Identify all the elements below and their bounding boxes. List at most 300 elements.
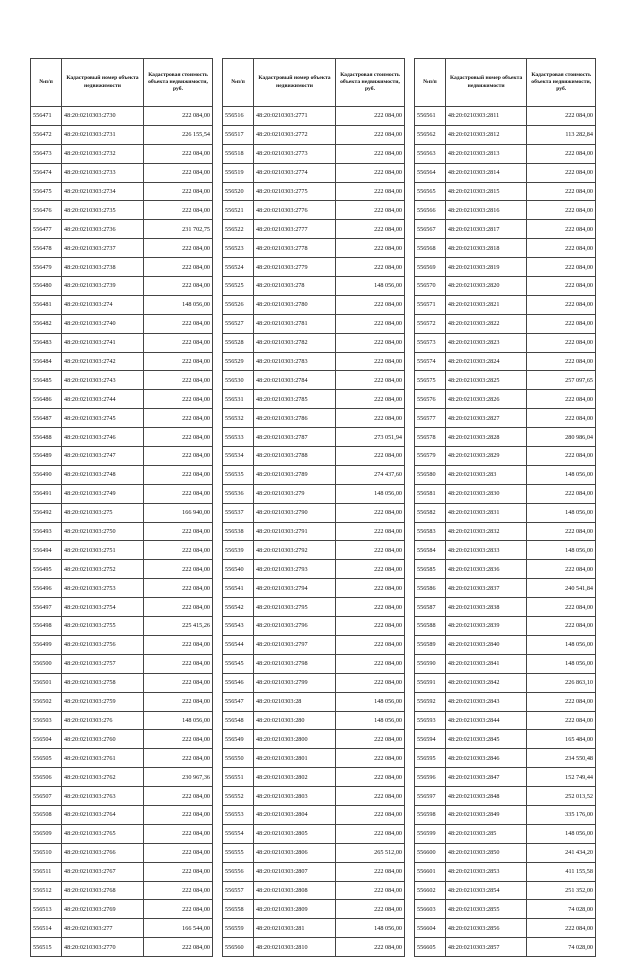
table-row xyxy=(415,617,596,636)
cadastral-cost: 222 084,00 xyxy=(336,144,405,163)
header-number: №п/п xyxy=(223,59,254,107)
cadastral-number: 48:20:0210303:2740 xyxy=(62,314,144,333)
cadastral-cost: 222 084,00 xyxy=(336,390,405,409)
cadastral-cost: 222 084,00 xyxy=(336,409,405,428)
row-number: 556600 xyxy=(415,843,446,862)
cadastral-number: 48:20:0210303:2832 xyxy=(445,522,527,541)
cadastral-number: 48:20:0210303:2732 xyxy=(62,144,144,163)
cadastral-cost: 222 084,00 xyxy=(527,919,596,938)
cadastral-number: 48:20:0210303:285 xyxy=(445,824,527,843)
cadastral-number: 48:20:0210303:2836 xyxy=(445,560,527,579)
cadastral-cost: 222 084,00 xyxy=(527,163,596,182)
cadastral-number: 48:20:0210303:2799 xyxy=(254,673,336,692)
cadastral-number: 48:20:0210303:278 xyxy=(254,277,336,296)
table-row xyxy=(223,862,405,881)
row-number: 556572 xyxy=(415,314,446,333)
table-row xyxy=(415,900,596,919)
table-row xyxy=(223,692,405,711)
cadastral-table-column-2 xyxy=(222,58,405,957)
row-number: 556580 xyxy=(415,465,446,484)
cadastral-cost: 222 084,00 xyxy=(144,333,213,352)
cadastral-number: 48:20:0210303:2750 xyxy=(62,522,144,541)
table-row xyxy=(415,125,596,144)
cadastral-number: 48:20:0210303:2791 xyxy=(254,522,336,541)
table-row xyxy=(31,787,213,806)
table-row xyxy=(31,144,213,163)
row-number: 556492 xyxy=(31,503,62,522)
cadastral-cost: 222 084,00 xyxy=(144,447,213,466)
row-number: 556482 xyxy=(31,314,62,333)
table-row xyxy=(415,541,596,560)
row-number: 556474 xyxy=(31,163,62,182)
cadastral-cost: 222 084,00 xyxy=(144,579,213,598)
cadastral-cost: 222 084,00 xyxy=(527,711,596,730)
cadastral-cost: 222 084,00 xyxy=(527,239,596,258)
table-row xyxy=(31,239,213,258)
cadastral-number: 48:20:0210303:2741 xyxy=(62,333,144,352)
cadastral-cost: 222 084,00 xyxy=(336,938,405,957)
cadastral-cost: 222 084,00 xyxy=(336,522,405,541)
cadastral-number: 48:20:0210303:2784 xyxy=(254,371,336,390)
table-row xyxy=(223,749,405,768)
cadastral-cost: 241 434,20 xyxy=(527,843,596,862)
row-number: 556514 xyxy=(31,919,62,938)
cadastral-number: 48:20:0210303:2790 xyxy=(254,503,336,522)
cadastral-number: 48:20:0210303:2816 xyxy=(445,201,527,220)
row-number: 556516 xyxy=(223,107,254,126)
row-number: 556503 xyxy=(31,711,62,730)
cadastral-cost: 222 084,00 xyxy=(144,314,213,333)
table-row xyxy=(31,541,213,560)
cadastral-cost: 222 084,00 xyxy=(144,428,213,447)
cadastral-cost: 222 084,00 xyxy=(144,522,213,541)
row-number: 556495 xyxy=(31,560,62,579)
row-number: 556552 xyxy=(223,787,254,806)
cadastral-number: 48:20:0210303:2854 xyxy=(445,881,527,900)
table-row xyxy=(415,447,596,466)
cadastral-cost: 222 084,00 xyxy=(527,352,596,371)
table-row xyxy=(223,635,405,654)
table-row xyxy=(31,352,213,371)
cadastral-number: 48:20:0210303:279 xyxy=(254,484,336,503)
cadastral-cost: 222 084,00 xyxy=(336,352,405,371)
cadastral-cost: 222 084,00 xyxy=(527,522,596,541)
table-row xyxy=(415,239,596,258)
row-number: 556537 xyxy=(223,503,254,522)
row-number: 556566 xyxy=(415,201,446,220)
cadastral-cost: 222 084,00 xyxy=(144,749,213,768)
cadastral-number: 48:20:0210303:2856 xyxy=(445,919,527,938)
row-number: 556502 xyxy=(31,692,62,711)
table-row xyxy=(31,484,213,503)
cadastral-cost: 148 056,00 xyxy=(527,635,596,654)
row-number: 556577 xyxy=(415,409,446,428)
cadastral-cost: 166 940,00 xyxy=(144,503,213,522)
table-row xyxy=(223,654,405,673)
table-row xyxy=(31,862,213,881)
cadastral-number: 48:20:0210303:2779 xyxy=(254,258,336,277)
cadastral-cost: 222 084,00 xyxy=(336,560,405,579)
cadastral-cost: 222 084,00 xyxy=(336,107,405,126)
table-row xyxy=(415,352,596,371)
table-row xyxy=(415,333,596,352)
row-number: 556590 xyxy=(415,654,446,673)
row-number: 556569 xyxy=(415,258,446,277)
header-cadastral-number: Кадастровый номер объекта недвижимости xyxy=(445,59,527,107)
cadastral-cost: 222 084,00 xyxy=(144,409,213,428)
cadastral-number: 48:20:0210303:2788 xyxy=(254,447,336,466)
cadastral-cost: 230 967,36 xyxy=(144,768,213,787)
cadastral-number: 48:20:0210303:2848 xyxy=(445,787,527,806)
cadastral-cost: 222 084,00 xyxy=(144,730,213,749)
table-row xyxy=(415,598,596,617)
row-number: 556593 xyxy=(415,711,446,730)
row-number: 556499 xyxy=(31,635,62,654)
cadastral-number: 48:20:0210303:2757 xyxy=(62,654,144,673)
table-row xyxy=(31,635,213,654)
table-row xyxy=(31,182,213,201)
cadastral-cost: 222 084,00 xyxy=(144,465,213,484)
cadastral-cost: 222 084,00 xyxy=(144,560,213,579)
table-row xyxy=(31,749,213,768)
table-row xyxy=(223,919,405,938)
cadastral-number: 48:20:0210303:2747 xyxy=(62,447,144,466)
cadastral-cost: 152 749,44 xyxy=(527,768,596,787)
cadastral-number: 48:20:0210303:2733 xyxy=(62,163,144,182)
table-row xyxy=(223,144,405,163)
cadastral-cost: 222 084,00 xyxy=(336,635,405,654)
cadastral-number: 48:20:0210303:2783 xyxy=(254,352,336,371)
table-row xyxy=(31,919,213,938)
cadastral-number: 48:20:0210303:2755 xyxy=(62,617,144,636)
cadastral-number: 48:20:0210303:283 xyxy=(445,465,527,484)
cadastral-number: 48:20:0210303:2736 xyxy=(62,220,144,239)
table-row xyxy=(223,484,405,503)
cadastral-cost: 222 084,00 xyxy=(144,352,213,371)
row-number: 556556 xyxy=(223,862,254,881)
row-number: 556483 xyxy=(31,333,62,352)
cadastral-number: 48:20:0210303:2730 xyxy=(62,107,144,126)
cadastral-cost: 222 084,00 xyxy=(336,598,405,617)
cadastral-number: 48:20:0210303:274 xyxy=(62,295,144,314)
table-row xyxy=(223,428,405,447)
table-row xyxy=(415,314,596,333)
cadastral-number: 48:20:0210303:2807 xyxy=(254,862,336,881)
cadastral-cost: 222 084,00 xyxy=(527,560,596,579)
table-row xyxy=(31,465,213,484)
cadastral-number: 48:20:0210303:2822 xyxy=(445,314,527,333)
row-number: 556507 xyxy=(31,787,62,806)
table-row xyxy=(31,428,213,447)
cadastral-cost: 222 084,00 xyxy=(527,390,596,409)
row-number: 556587 xyxy=(415,598,446,617)
table-row xyxy=(415,938,596,957)
cadastral-number: 48:20:0210303:2770 xyxy=(62,938,144,957)
row-number: 556473 xyxy=(31,144,62,163)
row-number: 556511 xyxy=(31,862,62,881)
table-row xyxy=(415,635,596,654)
cadastral-number: 48:20:0210303:2754 xyxy=(62,598,144,617)
cadastral-cost: 222 084,00 xyxy=(336,824,405,843)
cadastral-number: 48:20:0210303:2731 xyxy=(62,125,144,144)
row-number: 556493 xyxy=(31,522,62,541)
table-row xyxy=(31,824,213,843)
cadastral-number: 48:20:0210303:2735 xyxy=(62,201,144,220)
table-row xyxy=(31,277,213,296)
table-row xyxy=(31,107,213,126)
cadastral-number: 48:20:0210303:2811 xyxy=(445,107,527,126)
cadastral-cost: 166 544,00 xyxy=(144,919,213,938)
row-number: 556529 xyxy=(223,352,254,371)
cadastral-number: 48:20:0210303:2753 xyxy=(62,579,144,598)
cadastral-number: 48:20:0210303:2798 xyxy=(254,654,336,673)
table-row xyxy=(415,390,596,409)
cadastral-number: 48:20:0210303:2828 xyxy=(445,428,527,447)
row-number: 556586 xyxy=(415,579,446,598)
row-number: 556518 xyxy=(223,144,254,163)
table-row xyxy=(415,673,596,692)
row-number: 556539 xyxy=(223,541,254,560)
header-number: №п/п xyxy=(31,59,62,107)
table-row xyxy=(31,390,213,409)
table-row xyxy=(31,560,213,579)
cadastral-cost: 240 541,84 xyxy=(527,579,596,598)
table-row xyxy=(31,768,213,787)
cadastral-cost: 226 863,10 xyxy=(527,673,596,692)
table-row xyxy=(31,447,213,466)
cadastral-number: 48:20:0210303:2739 xyxy=(62,277,144,296)
row-number: 556536 xyxy=(223,484,254,503)
cadastral-cost: 148 056,00 xyxy=(527,654,596,673)
table-row xyxy=(31,371,213,390)
cadastral-cost: 222 084,00 xyxy=(336,163,405,182)
cadastral-number: 48:20:0210303:2793 xyxy=(254,560,336,579)
row-number: 556477 xyxy=(31,220,62,239)
cadastral-cost: 222 084,00 xyxy=(144,277,213,296)
cadastral-cost: 222 084,00 xyxy=(144,635,213,654)
row-number: 556555 xyxy=(223,843,254,862)
row-number: 556581 xyxy=(415,484,446,503)
table-row xyxy=(31,711,213,730)
cadastral-cost: 222 084,00 xyxy=(527,409,596,428)
row-number: 556528 xyxy=(223,333,254,352)
cadastral-number: 48:20:0210303:2844 xyxy=(445,711,527,730)
table-row xyxy=(415,107,596,126)
cadastral-cost: 280 986,04 xyxy=(527,428,596,447)
row-number: 556574 xyxy=(415,352,446,371)
cadastral-cost: 222 084,00 xyxy=(527,692,596,711)
cadastral-cost: 222 084,00 xyxy=(144,673,213,692)
row-number: 556530 xyxy=(223,371,254,390)
row-number: 556603 xyxy=(415,900,446,919)
row-number: 556522 xyxy=(223,220,254,239)
row-number: 556549 xyxy=(223,730,254,749)
cadastral-cost: 222 084,00 xyxy=(336,371,405,390)
cadastral-cost: 148 056,00 xyxy=(336,277,405,296)
row-number: 556475 xyxy=(31,182,62,201)
cadastral-number: 48:20:0210303:2825 xyxy=(445,371,527,390)
table-row xyxy=(223,258,405,277)
cadastral-number: 48:20:0210303:2776 xyxy=(254,201,336,220)
row-number: 556554 xyxy=(223,824,254,843)
table-row xyxy=(415,465,596,484)
cadastral-cost: 165 484,00 xyxy=(527,730,596,749)
table-row xyxy=(223,881,405,900)
table-row xyxy=(223,579,405,598)
cadastral-number: 48:20:0210303:2796 xyxy=(254,617,336,636)
table-row xyxy=(223,295,405,314)
cadastral-number: 48:20:0210303:2759 xyxy=(62,692,144,711)
cadastral-cost: 222 084,00 xyxy=(144,881,213,900)
row-number: 556584 xyxy=(415,541,446,560)
cadastral-cost: 222 084,00 xyxy=(336,862,405,881)
row-number: 556557 xyxy=(223,881,254,900)
table-row xyxy=(31,503,213,522)
cadastral-number: 48:20:0210303:2737 xyxy=(62,239,144,258)
table-row xyxy=(415,824,596,843)
cadastral-cost: 222 084,00 xyxy=(527,144,596,163)
row-number: 556527 xyxy=(223,314,254,333)
cadastral-cost: 225 415,26 xyxy=(144,617,213,636)
row-number: 556505 xyxy=(31,749,62,768)
table-row xyxy=(415,560,596,579)
cadastral-cost: 222 084,00 xyxy=(527,258,596,277)
cadastral-number: 48:20:0210303:2809 xyxy=(254,900,336,919)
cadastral-number: 48:20:0210303:2821 xyxy=(445,295,527,314)
cadastral-cost: 222 084,00 xyxy=(527,277,596,296)
cadastral-cost: 226 155,54 xyxy=(144,125,213,144)
row-number: 556471 xyxy=(31,107,62,126)
row-number: 556519 xyxy=(223,163,254,182)
cadastral-cost: 222 084,00 xyxy=(144,692,213,711)
table-row xyxy=(223,163,405,182)
cadastral-number: 48:20:0210303:2749 xyxy=(62,484,144,503)
table-row xyxy=(31,881,213,900)
cadastral-number: 48:20:0210303:275 xyxy=(62,503,144,522)
table-row xyxy=(223,465,405,484)
cadastral-cost: 74 028,00 xyxy=(527,938,596,957)
cadastral-cost: 222 084,00 xyxy=(144,598,213,617)
table-row xyxy=(223,125,405,144)
row-number: 556560 xyxy=(223,938,254,957)
cadastral-number: 48:20:0210303:281 xyxy=(254,919,336,938)
table-row xyxy=(223,824,405,843)
cadastral-number: 48:20:0210303:2808 xyxy=(254,881,336,900)
table-row xyxy=(415,503,596,522)
table-row xyxy=(31,258,213,277)
cadastral-cost: 222 084,00 xyxy=(144,258,213,277)
table-row xyxy=(223,333,405,352)
row-number: 556523 xyxy=(223,239,254,258)
row-number: 556558 xyxy=(223,900,254,919)
row-number: 556524 xyxy=(223,258,254,277)
table-row xyxy=(415,787,596,806)
row-number: 556573 xyxy=(415,333,446,352)
row-number: 556589 xyxy=(415,635,446,654)
cadastral-number: 48:20:0210303:2855 xyxy=(445,900,527,919)
row-number: 556485 xyxy=(31,371,62,390)
cadastral-cost: 222 084,00 xyxy=(336,881,405,900)
row-number: 556504 xyxy=(31,730,62,749)
cadastral-cost: 222 084,00 xyxy=(336,258,405,277)
cadastral-cost: 222 084,00 xyxy=(144,390,213,409)
cadastral-cost: 222 084,00 xyxy=(144,371,213,390)
row-number: 556542 xyxy=(223,598,254,617)
table-row xyxy=(415,295,596,314)
cadastral-cost: 222 084,00 xyxy=(336,673,405,692)
cadastral-cost: 222 084,00 xyxy=(527,182,596,201)
table-row xyxy=(223,409,405,428)
cadastral-number: 48:20:0210303:2823 xyxy=(445,333,527,352)
cadastral-number: 48:20:0210303:2846 xyxy=(445,749,527,768)
cadastral-cost: 222 084,00 xyxy=(336,654,405,673)
table-row xyxy=(31,730,213,749)
cadastral-number: 48:20:0210303:2843 xyxy=(445,692,527,711)
cadastral-cost: 222 084,00 xyxy=(144,805,213,824)
table-row xyxy=(31,900,213,919)
cadastral-number: 48:20:0210303:2766 xyxy=(62,843,144,862)
row-number: 556547 xyxy=(223,692,254,711)
row-number: 556576 xyxy=(415,390,446,409)
cadastral-cost: 148 056,00 xyxy=(144,711,213,730)
cadastral-cost: 148 056,00 xyxy=(527,824,596,843)
row-number: 556513 xyxy=(31,900,62,919)
header-cadastral-cost: Кадастровая стоимость объекта недвижимости, руб. xyxy=(144,59,213,107)
cadastral-number: 48:20:0210303:2806 xyxy=(254,843,336,862)
cadastral-number: 48:20:0210303:2800 xyxy=(254,730,336,749)
cadastral-cost: 148 056,00 xyxy=(527,541,596,560)
row-number: 556494 xyxy=(31,541,62,560)
header-cadastral-cost: Кадастровая стоимость объекта недвижимости, руб. xyxy=(336,59,405,107)
table-row xyxy=(415,749,596,768)
cadastral-cost: 222 084,00 xyxy=(527,333,596,352)
cadastral-cost: 148 056,00 xyxy=(527,503,596,522)
cadastral-number: 48:20:0210303:2786 xyxy=(254,409,336,428)
row-number: 556487 xyxy=(31,409,62,428)
cadastral-number: 48:20:0210303:2794 xyxy=(254,579,336,598)
table-row xyxy=(415,277,596,296)
row-number: 556591 xyxy=(415,673,446,692)
row-number: 556541 xyxy=(223,579,254,598)
cadastral-cost: 335 176,00 xyxy=(527,805,596,824)
table-row xyxy=(31,692,213,711)
table-row xyxy=(415,144,596,163)
cadastral-cost: 222 084,00 xyxy=(144,900,213,919)
table-row xyxy=(223,730,405,749)
table-row xyxy=(415,201,596,220)
cadastral-number: 48:20:0210303:2781 xyxy=(254,314,336,333)
table-row xyxy=(223,938,405,957)
table-row xyxy=(223,541,405,560)
cadastral-number: 48:20:0210303:2763 xyxy=(62,787,144,806)
cadastral-number: 48:20:0210303:2810 xyxy=(254,938,336,957)
header-number: №п/п xyxy=(415,59,446,107)
row-number: 556553 xyxy=(223,805,254,824)
table-row xyxy=(31,654,213,673)
cadastral-table-column-1 xyxy=(30,58,213,957)
row-number: 556562 xyxy=(415,125,446,144)
cadastral-cost: 222 084,00 xyxy=(336,182,405,201)
row-number: 556543 xyxy=(223,617,254,636)
cadastral-cost: 222 084,00 xyxy=(336,900,405,919)
table-row xyxy=(31,843,213,862)
cadastral-cost: 222 084,00 xyxy=(527,598,596,617)
table-row xyxy=(223,598,405,617)
table-row xyxy=(415,843,596,862)
cadastral-number: 48:20:0210303:2830 xyxy=(445,484,527,503)
cadastral-number: 48:20:0210303:2769 xyxy=(62,900,144,919)
cadastral-number: 48:20:0210303:2745 xyxy=(62,409,144,428)
